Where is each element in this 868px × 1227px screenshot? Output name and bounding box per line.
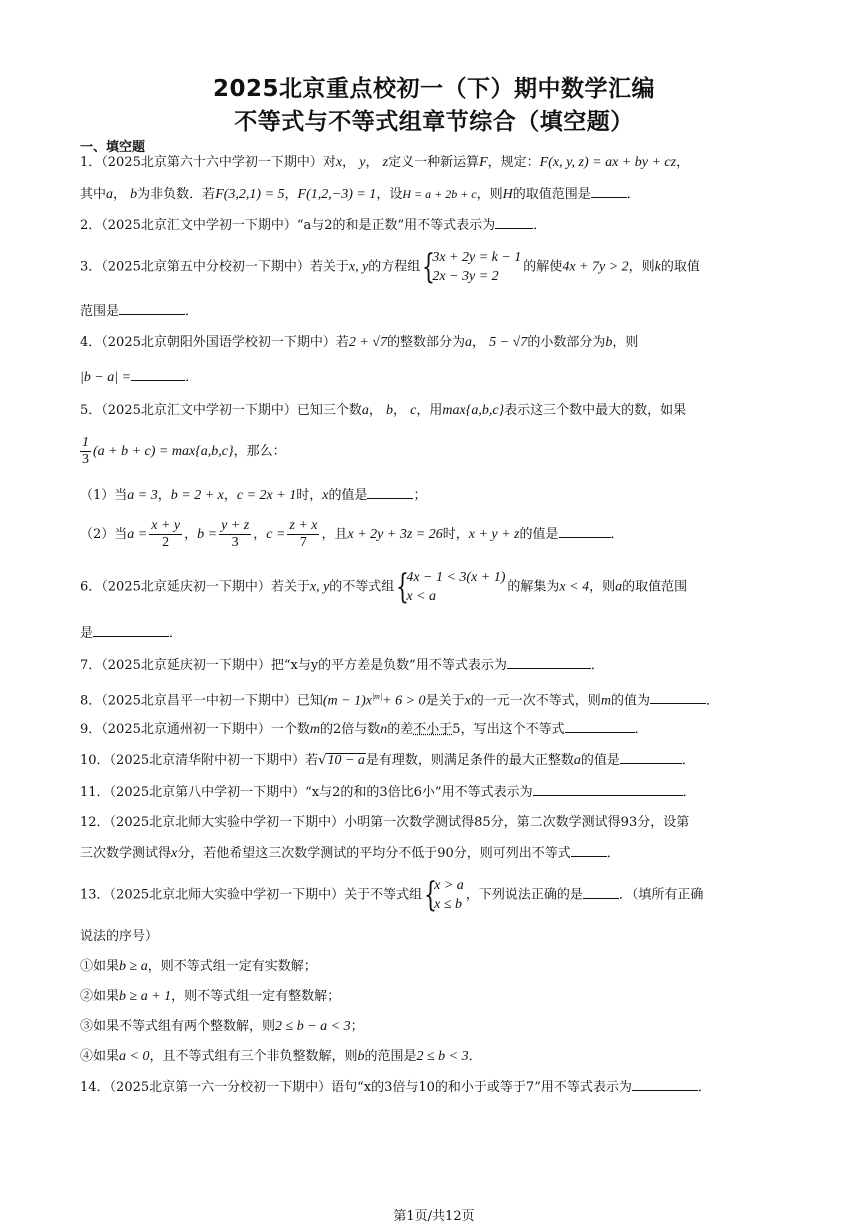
math-expression: F(3,2,1) = 5 xyxy=(215,187,285,202)
math-expression: x < 4 xyxy=(559,579,590,595)
text-run: ． xyxy=(626,187,640,202)
question-6-line-1 xyxy=(80,568,687,606)
math-expression: |b − a| = xyxy=(80,370,132,385)
math-expression: x + 2y + 3z = 26 xyxy=(347,527,443,542)
math-expression: b xyxy=(130,187,138,202)
text-run: ， xyxy=(223,488,237,503)
text-run: 12．（2025北京北师大实验中学初一下期中）小明第一次数学测试得85分，第二次数学测试得93分，设第 xyxy=(80,815,690,830)
text-run: 其中 xyxy=(80,187,107,202)
question-10: 10．（2025北京清华附中初一下期中）若√10 − a是有理数，则满足条件的最大正整数a的值是 ． xyxy=(80,753,695,768)
text-run: ． xyxy=(533,218,547,233)
text-run: 8．（2025北京昌平一中初一下期中）已知 xyxy=(80,693,323,709)
math-expression: b xyxy=(605,335,613,350)
question-13-option-4 xyxy=(80,1048,482,1066)
math-expression: x, y xyxy=(309,579,330,595)
inequality-system-q6 xyxy=(396,568,505,606)
math-expression: 10 − a xyxy=(327,753,365,768)
math-expression: H = a + 2b + c xyxy=(402,187,477,201)
text-run: 分，若他希望这三次数学测试的平均分不低于90分，则可列出不等式 xyxy=(177,846,571,861)
answer-blank-10[interactable] xyxy=(620,751,682,764)
text-run: 的取值范围是 xyxy=(512,187,591,202)
text-run: 11．（2025北京第八中学初一下期中）“x与2的和的3倍比6小”用不等式表示为 xyxy=(80,785,533,800)
question-5-part-2 xyxy=(80,518,624,551)
math-expression: |m| xyxy=(371,692,383,701)
math-expression: n xyxy=(380,722,388,737)
text-run: 5．（2025北京汇文中学初一下期中）已知三个数 xyxy=(80,403,362,418)
question-3-line-1 xyxy=(80,248,700,286)
text-run: 的值是 xyxy=(519,527,559,542)
math-expression: k xyxy=(654,259,661,275)
math-expression: (a + b + c) = max{a,b,c} xyxy=(93,444,234,459)
equation-system-q3 xyxy=(422,248,521,286)
text-run: x + y xyxy=(151,518,181,533)
inequality-system-q13 xyxy=(424,876,464,914)
text-run: ， xyxy=(184,527,198,542)
text-run: ． xyxy=(681,753,695,768)
text-run: x ≤ b xyxy=(434,897,463,912)
math-expression: x, y xyxy=(348,259,369,275)
text-run: 4．（2025北京朝阳外国语学校初一下期中）若 xyxy=(80,335,349,350)
text-run: 的2倍与数 xyxy=(319,722,381,737)
text-run: 的范围是 xyxy=(364,1049,417,1064)
math-expression: 2 ≤ b < 3 xyxy=(416,1049,469,1064)
math-expression: b = 2 + x xyxy=(170,488,224,503)
text-run: ，则不等式组一定有整数解； xyxy=(171,989,341,1004)
text-run: ④如果 xyxy=(80,1049,120,1064)
math-expression: x xyxy=(322,488,329,503)
math-expression: a xyxy=(106,187,114,202)
question-11 xyxy=(80,783,696,802)
question-5-line-1 xyxy=(80,402,686,420)
text-run: ． xyxy=(185,370,199,385)
question-4-line-2 xyxy=(80,368,198,387)
answer-blank-14[interactable] xyxy=(632,1078,698,1091)
text-run: 1．（2025北京第六十六中学初一下期中）对 xyxy=(80,155,336,170)
text-run: ； xyxy=(350,1019,364,1034)
text-run: ，则 xyxy=(476,187,503,202)
question-5-part-1 xyxy=(80,486,426,505)
answer-blank-1[interactable] xyxy=(591,185,627,198)
math-expression: 2 ≤ b − a < 3 xyxy=(275,1019,351,1034)
question-9 xyxy=(80,720,648,739)
text-run xyxy=(149,518,182,551)
text-run: ，那么： xyxy=(233,444,286,459)
text-run: 的方程组 xyxy=(368,259,421,275)
text-run: 5，写出这个不等式 xyxy=(452,722,565,737)
text-run: ． xyxy=(606,846,620,861)
page-number: 第1页/共12页 xyxy=(393,1209,475,1224)
text-run xyxy=(287,518,319,551)
question-8 xyxy=(80,688,719,710)
math-expression: 5 − √7 xyxy=(489,335,528,350)
text-run: ，则 xyxy=(628,259,655,275)
question-1-line-2 xyxy=(80,185,640,204)
question-14 xyxy=(80,1078,711,1097)
text-run: ． xyxy=(682,785,696,800)
question-2 xyxy=(80,216,546,235)
answer-blank-13[interactable] xyxy=(583,886,619,899)
text-run xyxy=(219,518,251,551)
text-run: 10．（2025北京清华附中初一下期中）若 xyxy=(80,753,319,768)
text-run: ，且不等式组有三个非负整数解，则 xyxy=(149,1049,358,1064)
math-expression: a < 0 xyxy=(119,1049,150,1064)
answer-blank-7[interactable] xyxy=(507,656,591,669)
math-expression: 2 + √7 xyxy=(348,335,387,350)
text-run: ， xyxy=(113,187,127,202)
math-expression: max{a,b,c} xyxy=(442,403,505,418)
text-run: 范围是 xyxy=(80,304,120,319)
math-expression: a xyxy=(573,753,581,768)
answer-blank-12[interactable] xyxy=(571,844,607,857)
text-run: ，设 xyxy=(376,187,403,202)
math-expression: b xyxy=(357,1049,365,1064)
text-run: ①如果 xyxy=(80,959,120,974)
answer-blank-9[interactable] xyxy=(565,720,635,733)
text-run xyxy=(80,435,91,468)
text-run: ， xyxy=(253,527,267,542)
math-expression: H xyxy=(502,187,513,202)
math-expression: x xyxy=(335,155,343,170)
text-run: x > a xyxy=(434,878,464,893)
math-expression: F(x, y, z) = ax + by + cz xyxy=(539,155,677,170)
math-expression: m xyxy=(309,722,320,737)
math-expression: x xyxy=(171,846,178,861)
text-run: ，规定： xyxy=(487,155,540,170)
text-run: { xyxy=(422,247,436,287)
text-run: 的值是 xyxy=(328,488,368,503)
answer-blank-8[interactable] xyxy=(650,691,706,704)
math-expression: F(1,2,−3) = 1 xyxy=(297,187,377,202)
text-run: 3．（2025北京第五中分校初一下期中）若关于 xyxy=(80,259,349,275)
text-run: ． xyxy=(468,1049,482,1064)
text-run: ，下列说法正确的是 xyxy=(465,887,583,903)
text-run: 的解集为 xyxy=(507,579,560,595)
text-run: 的差 xyxy=(387,722,414,737)
math-expression: a = xyxy=(127,527,148,542)
text-run: ，用 xyxy=(416,403,443,418)
text-run: 表示这三个数中最大的数，如果 xyxy=(504,403,687,418)
text-run: ． xyxy=(590,658,604,673)
text-run: { xyxy=(396,567,410,607)
text-run: 3x + 2y = k − 1 xyxy=(432,250,522,265)
text-run: 2 xyxy=(162,535,170,550)
text-run: 说法的序号） xyxy=(80,929,159,944)
document-title: 2025北京重点校初一（下）期中数学汇编 xyxy=(212,76,655,102)
text-run: 3 xyxy=(82,452,89,467)
text-run: x < a xyxy=(406,589,436,604)
question-13-line-1 xyxy=(80,876,703,914)
text-run: 三次数学测试得 xyxy=(80,846,172,861)
text-run: 的取值范围 xyxy=(622,579,688,595)
question-7 xyxy=(80,656,604,675)
math-expression: b xyxy=(386,403,394,418)
question-13-line-2 xyxy=(80,928,158,946)
math-expression: a xyxy=(615,579,623,595)
question-4-line-1 xyxy=(80,334,638,352)
text-run: 是 xyxy=(80,626,94,641)
text-run: ， xyxy=(368,403,382,418)
text-run: ，且 xyxy=(321,527,348,542)
text-run: 1 xyxy=(82,435,89,450)
text-run: ，则不等式组一定有实数解； xyxy=(147,959,317,974)
math-expression: c = xyxy=(266,527,286,542)
text-run: 的解使 xyxy=(523,259,563,275)
text-run: ， xyxy=(342,155,356,170)
text-run: ．（填所有正确 xyxy=(618,887,704,903)
text-run: 3 xyxy=(231,535,239,550)
text-run: ③如果不等式组有两个整数解，则 xyxy=(80,1019,276,1034)
question-12-line-2 xyxy=(80,844,620,863)
text-run: ， xyxy=(393,403,407,418)
math-expression: c = 2x + 1 xyxy=(236,488,297,503)
text-run: 的取值 xyxy=(660,259,700,275)
text-run: { xyxy=(424,875,438,915)
text-run: ， xyxy=(676,155,690,170)
text-run: 是有理数，则满足条件的最大正整数 xyxy=(365,753,574,768)
math-expression: F xyxy=(479,155,488,170)
question-13-option-3 xyxy=(80,1018,364,1036)
math-expression: m xyxy=(600,693,611,709)
question-5-line-2 xyxy=(80,435,286,468)
answer-blank-5-1[interactable] xyxy=(367,486,413,499)
math-expression: a xyxy=(361,403,369,418)
text-run: 定义一种新运算 xyxy=(388,155,480,170)
text-run: （1）当 xyxy=(80,488,128,503)
text-run: 7．（2025北京延庆初一下期中）把“x与y的平方差是负数”用不等式表示为 xyxy=(80,658,507,673)
text-run: 13．（2025北京北师大实验中学初一下期中）关于不等式组 xyxy=(80,887,423,903)
math-expression: z xyxy=(382,155,389,170)
text-run: ， xyxy=(472,335,486,350)
text-run: ， xyxy=(284,187,298,202)
answer-blank-2[interactable] xyxy=(495,216,533,229)
text-run: 的小数部分为 xyxy=(527,335,606,350)
math-expression: b = xyxy=(197,527,218,542)
text-run: 的值是 xyxy=(580,753,620,768)
text-run: 的整数部分为 xyxy=(387,335,466,350)
question-12-line-1 xyxy=(80,814,689,832)
question-1-line-1 xyxy=(80,154,689,172)
math-expression: x xyxy=(464,693,471,709)
answer-blank-3[interactable] xyxy=(119,302,185,315)
question-6-line-2 xyxy=(80,624,182,643)
text-run: 不小于 xyxy=(413,722,453,737)
math-expression: + 6 > 0 xyxy=(382,693,426,709)
text-run: 时， xyxy=(296,488,323,503)
text-run: 为非负数．若 xyxy=(137,187,216,202)
text-run: 的不等式组 xyxy=(329,579,395,595)
text-run: ． xyxy=(610,527,624,542)
math-expression: x + y + z xyxy=(468,527,520,542)
math-expression: a xyxy=(465,335,473,350)
text-run: 4x − 1 < 3(x + 1) xyxy=(406,570,506,585)
answer-blank-6[interactable] xyxy=(93,624,169,637)
text-run: 的一元一次不等式，则 xyxy=(470,693,601,709)
text-run: 是关于 xyxy=(425,693,465,709)
answer-blank-11[interactable] xyxy=(533,783,683,796)
answer-blank-4[interactable] xyxy=(131,368,185,381)
document-subtitle: 不等式与不等式组章节综合（填空题） xyxy=(234,109,634,135)
text-run: ． xyxy=(185,304,199,319)
text-run: ， xyxy=(365,155,379,170)
text-run: ． xyxy=(697,1080,711,1095)
text-run: ． xyxy=(705,693,719,709)
text-run: 时， xyxy=(442,527,469,542)
text-run: ． xyxy=(169,626,183,641)
text-run: 2．（2025北京汇文中学初一下期中）“a与2的和是正数”用不等式表示为 xyxy=(80,218,496,233)
question-13-option-1 xyxy=(80,958,317,976)
text-run: z + x xyxy=(289,518,318,533)
text-run: ②如果 xyxy=(80,989,120,1004)
text-run: ； xyxy=(413,488,427,503)
text-run: ． xyxy=(634,722,648,737)
math-expression: b ≥ a xyxy=(119,959,148,974)
section-heading: 一、填空题 xyxy=(80,140,146,155)
text-run: ， xyxy=(157,488,171,503)
math-expression: c xyxy=(410,403,417,418)
question-3-line-2 xyxy=(80,302,198,321)
math-expression: y xyxy=(359,155,366,170)
text-run: y + z xyxy=(221,518,250,533)
text-run: 7 xyxy=(299,535,307,550)
math-expression: (m − 1)x xyxy=(322,693,372,709)
text-run: ，则 xyxy=(589,579,616,595)
math-expression: b ≥ a + 1 xyxy=(119,989,172,1004)
text-run: 2x − 3y = 2 xyxy=(432,269,499,284)
math-expression: a = 3 xyxy=(127,488,158,503)
text-run: 14．（2025北京第一六一分校初一下期中）语句“x的3倍与10的和小于或等于7”用不等式表示为 xyxy=(80,1080,632,1095)
text-run: 6．（2025北京延庆初一下期中）若关于 xyxy=(80,579,310,595)
text-run: （2）当 xyxy=(80,527,128,542)
text-run: 9．（2025北京通州初一下期中）一个数 xyxy=(80,722,310,737)
math-expression: 4x + 7y > 2 xyxy=(562,259,629,275)
text-run: 的值为 xyxy=(610,693,650,709)
text-run: ，则 xyxy=(612,335,639,350)
answer-blank-5-2[interactable] xyxy=(559,525,611,538)
question-13-option-2 xyxy=(80,988,340,1006)
